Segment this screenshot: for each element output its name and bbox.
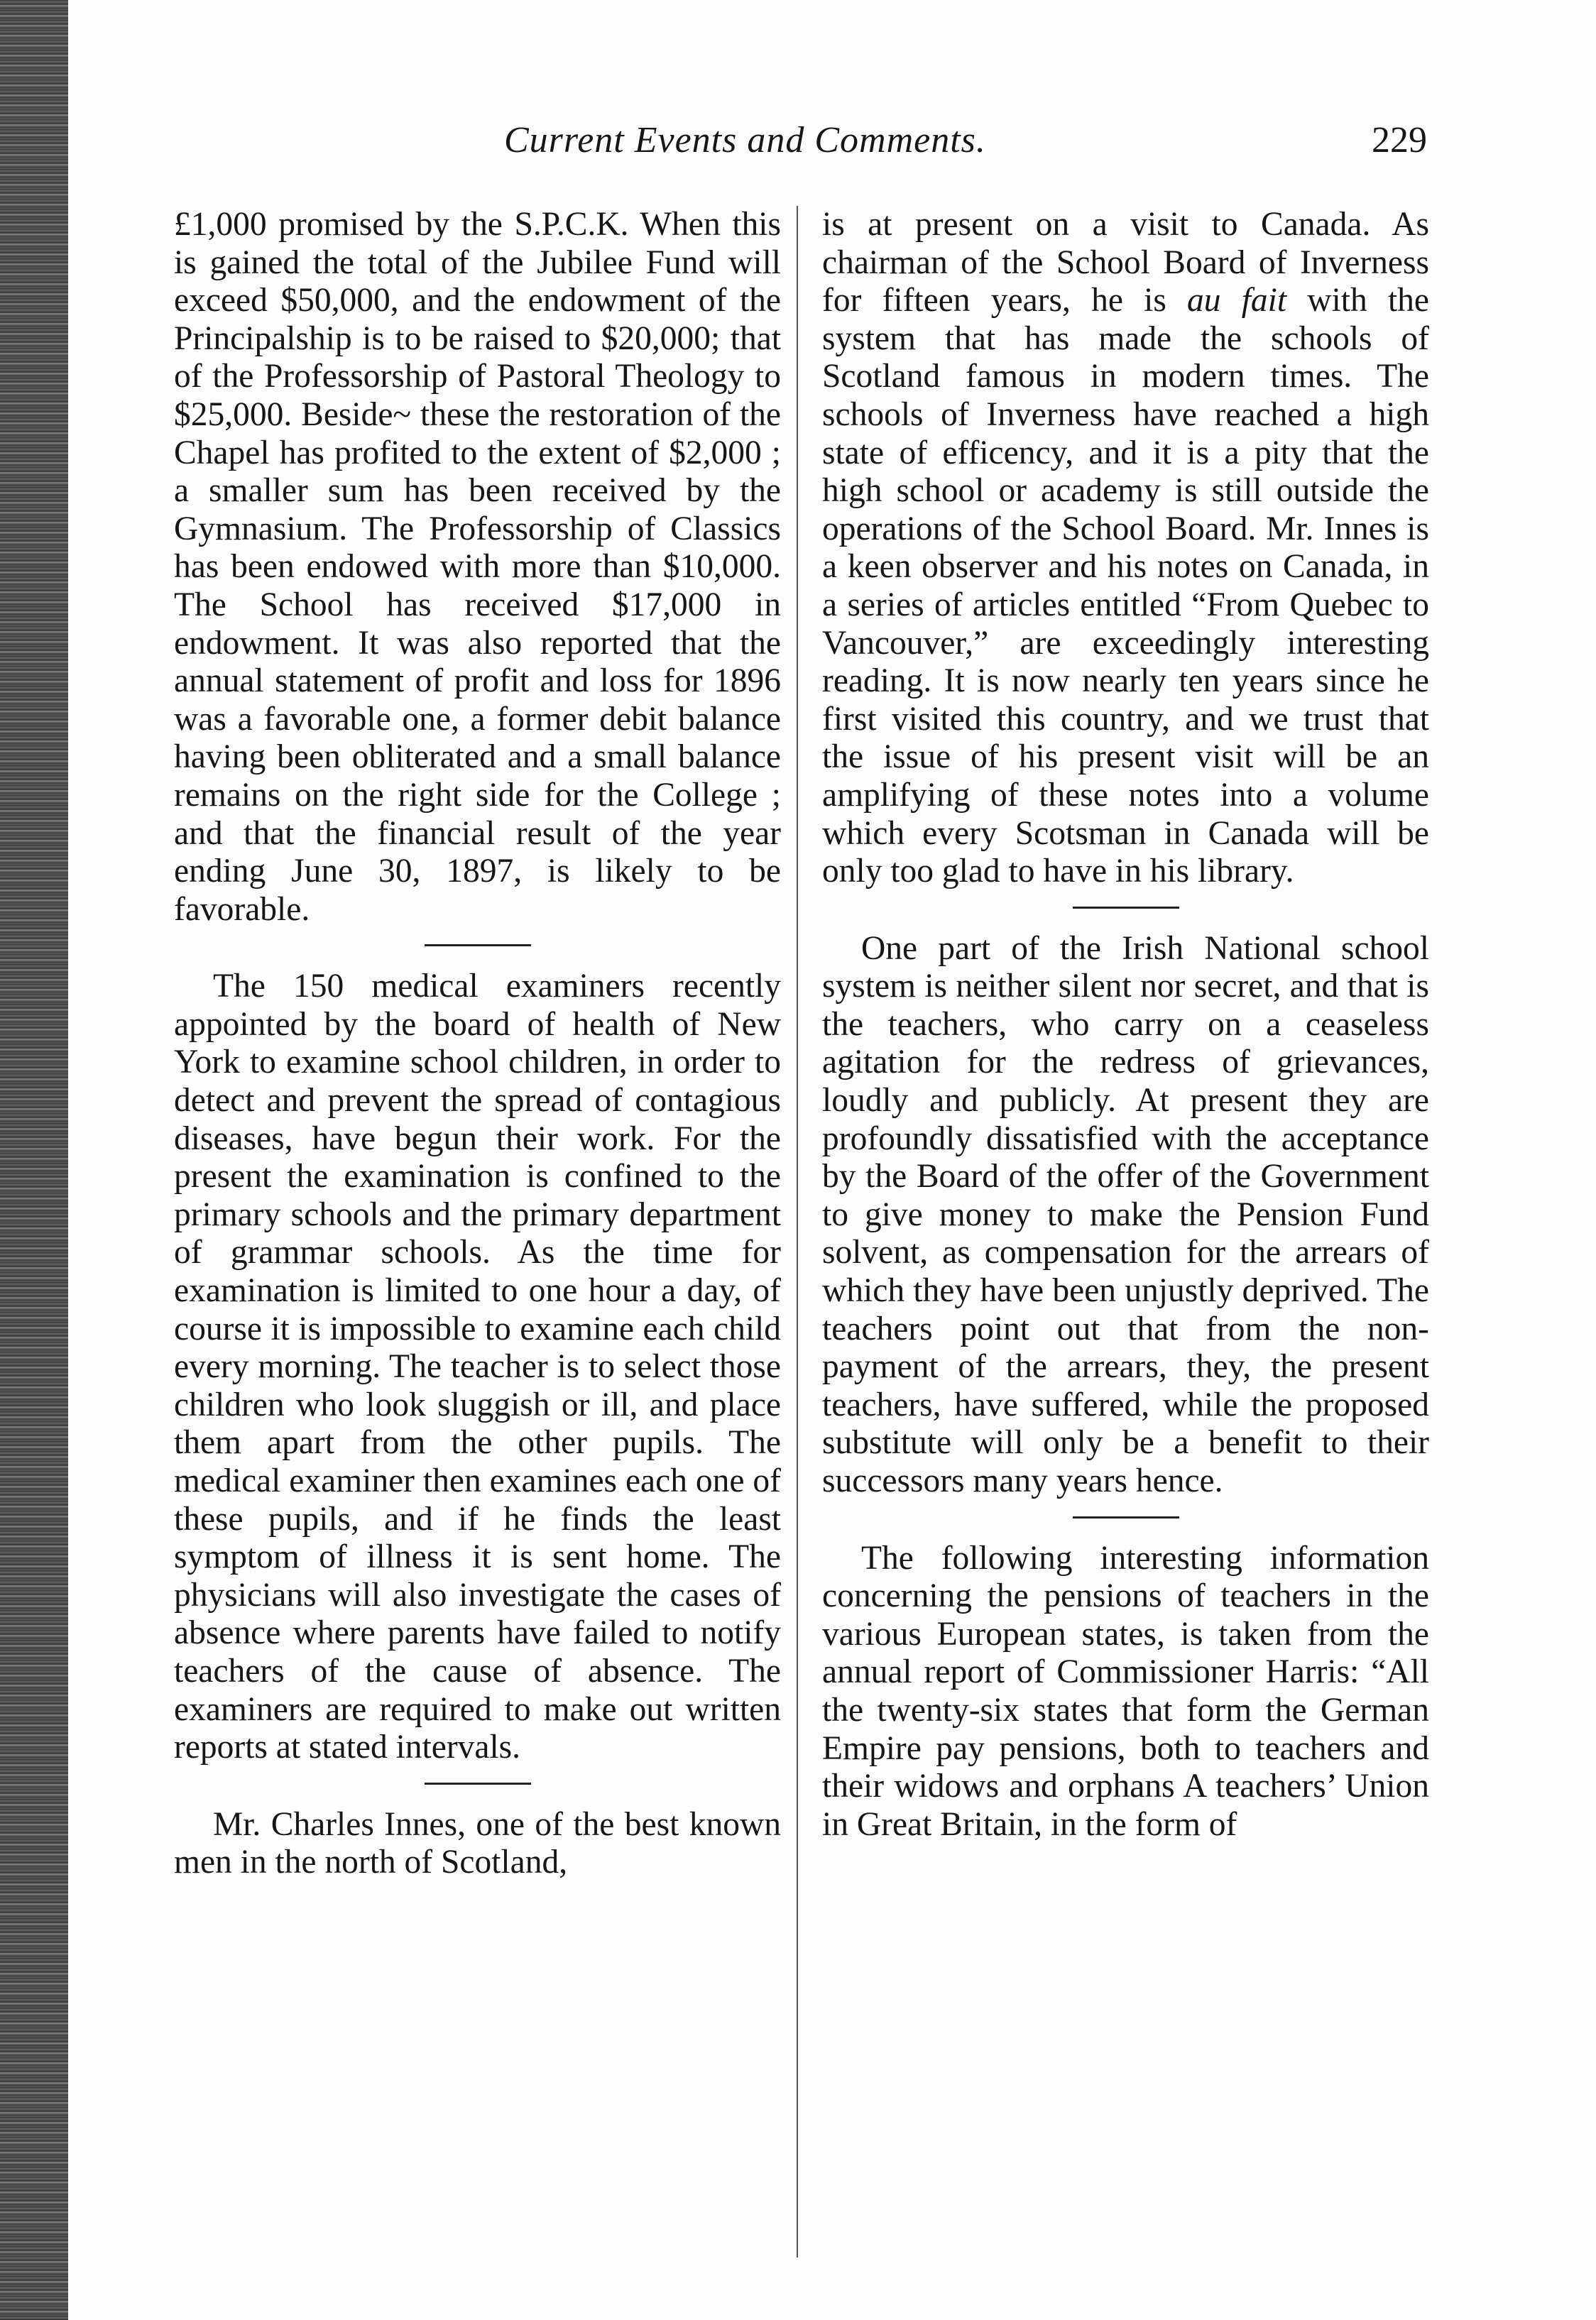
page-number: 229 — [1372, 120, 1427, 160]
paragraph-charles-innes-cont — [822, 206, 1429, 891]
running-title: Current Events and Comments. — [504, 120, 986, 160]
paragraph-charles-innes-start: Mr. Charles Innes, one of the best known men in the north of Scotland, — [174, 1805, 781, 1881]
text-run: with the system that has made the schools of Scotland famous in modern times. The schools of Inverness have reached a high state of efficency, and it is a pity that the high school or academy is still outside the operations of the School Board. Mr. Innes is a keen observer and his notes on Canada, in a series of articles entitled “From Quebec to Vancouver,” are exceedingly interesting reading. It is now nearly ten years since he first visited this country, and we trust that the issue of his present visit will be an amplifying of these notes into a volume which every Scotsman in Canada will be only too glad to have in his library. — [822, 282, 1429, 890]
page-binding-edge — [0, 0, 68, 2320]
column-divider — [797, 206, 798, 2258]
left-column — [174, 206, 781, 1882]
paragraph-pensions: The following interesting information concerning the pensions of teachers in the various European states, is taken from the annual report of Commissioner Harris: “All the twenty-six states that form the German Empire pay pensions, both to teachers and their widows and orphans A teachers’ Union in Great Britain, in the form of — [822, 1539, 1429, 1843]
section-separator — [1073, 1516, 1179, 1519]
right-column — [822, 206, 1429, 1844]
section-separator — [425, 1783, 531, 1785]
section-separator — [1073, 907, 1179, 909]
italic-phrase: au fait — [1187, 282, 1287, 319]
paragraph-medical-examiners: The 150 medical examiners recently appointed by the board of health of New York to examine school children, in order to detect and prevent the spread of contagious diseases, have begun their work. For the present the examination is confined to the primary schools and the primary department of grammar schools. As the time for examination is limited to one hour a day, of course it is impossible to examine each child every morning. The teacher is to select those children who look sluggish or ill, and place them apart from the other pupils. The medical examiner then examines each one of these pupils, and if he finds the least symptom of illness it is sent home. The physicians will also investigate the cases of absence where parents have failed to notify teachers of the cause of absence. The examiners are required to make out written reports at stated intervals. — [174, 968, 781, 1766]
paragraph-irish-teachers: One part of the Irish National school system is neither silent nor secret, and that is the teachers, who carry on a ceaseless agitation for the redress of grievances, loudly and publicly. At present they are profoundly dissatisfied with the acceptance by the Board of the offer of the Government to give money to make the Pension Fund solvent, as compensation for the arrears of which they have been unjustly deprived. The teachers point out that from the non-payment of the arrears, they, the present teachers, have suffered, while the proposed substitute will only be a benefit to their successors many years hence. — [822, 929, 1429, 1499]
text-run: is at present on a visit to Canada. As chairman of the School Board of Inverness for fifteen years, he is — [822, 206, 1429, 319]
running-header — [170, 106, 1427, 170]
section-separator — [425, 944, 531, 946]
paragraph-jubilee-fund: £1,000 promised by the S.P.C.K. When this is gained the total of the Jubilee Fund will exceed $50,000, and the endowment of the Principalship is to be raised to $20,000; that of the Professorship of Pastoral Theology to $25,000. Beside~ these the restoration of the Chapel has profited to the extent of $2,000 ; a smaller sum has been received by the Gymnasium. The Professorship of Classics has been endowed with more than $10,000. The School has received $17,000 in endowment. It was also reported that the annual statement of profit and loss for 1896 was a favorable one, a former debit balance having been obliterated and a small balance remains on the right side for the College ; and that the financial result of the year ending June 30, 1897, is likely to be favorable. — [174, 206, 781, 928]
